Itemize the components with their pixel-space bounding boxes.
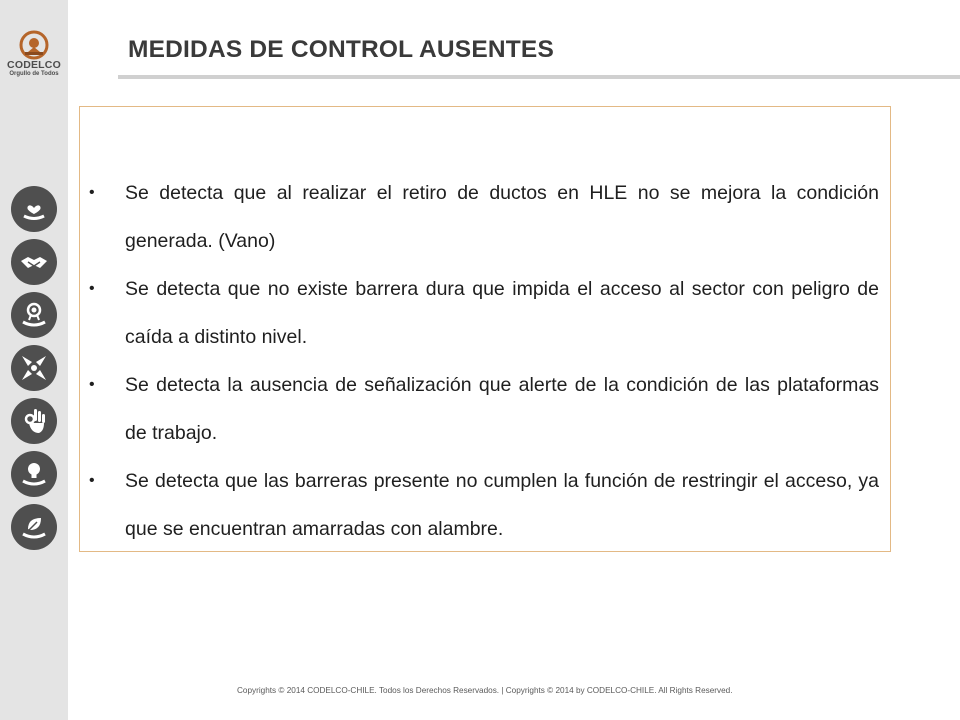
codelco-emblem-icon bbox=[19, 30, 49, 60]
ok-hand-icon bbox=[11, 398, 57, 444]
title-underline bbox=[118, 75, 960, 79]
leaf-hand-icon bbox=[11, 504, 57, 550]
bullet-text: Se detecta que no existe barrera dura que impida el acceso al sector con peligro de caída a distinto nivel. bbox=[125, 278, 879, 348]
logo-tagline: Orgullo de Todos bbox=[9, 71, 59, 77]
bullet-text: Se detecta que al realizar el retiro de ductos en HLE no se mejora la condición generada. (Vano) bbox=[125, 182, 879, 252]
copyright-footer: Copyrights © 2014 CODELCO-CHILE. Todos los Derechos Reservados. | Copyrights © 2014 by CODELCO-CHILE. All Rights Reserved. bbox=[237, 686, 733, 695]
handshake-icon bbox=[11, 239, 57, 285]
bullet-item bbox=[89, 265, 879, 361]
bullet-text: Se detecta que las barreras presente no cumplen la función de restringir el acceso, ya que se encuentran amarradas con alambre. bbox=[125, 470, 879, 540]
bullet-marker: • bbox=[89, 376, 95, 393]
bullet-item bbox=[89, 457, 879, 553]
bullet-item bbox=[89, 169, 879, 265]
arrows-cross-icon bbox=[11, 345, 57, 391]
sidebar bbox=[0, 0, 68, 720]
bullet-item bbox=[89, 361, 879, 457]
codelco-logo bbox=[2, 30, 66, 92]
bullet-text: Se detecta la ausencia de señalización que alerte de la condición de las plataformas de trabajo. bbox=[125, 374, 879, 444]
bullet-marker: • bbox=[89, 280, 95, 297]
slide-title: MEDIDAS DE CONTROL AUSENTES bbox=[128, 36, 555, 63]
heart-hand-icon bbox=[11, 186, 57, 232]
logo-brand-text: CODELCO bbox=[7, 59, 61, 71]
bullet-list bbox=[80, 169, 879, 553]
bullet-marker: • bbox=[89, 184, 95, 201]
medal-hand-icon bbox=[11, 292, 57, 338]
bullet-marker: • bbox=[89, 472, 95, 489]
lightbulb-hand-icon bbox=[11, 451, 57, 497]
content-box bbox=[79, 106, 891, 552]
